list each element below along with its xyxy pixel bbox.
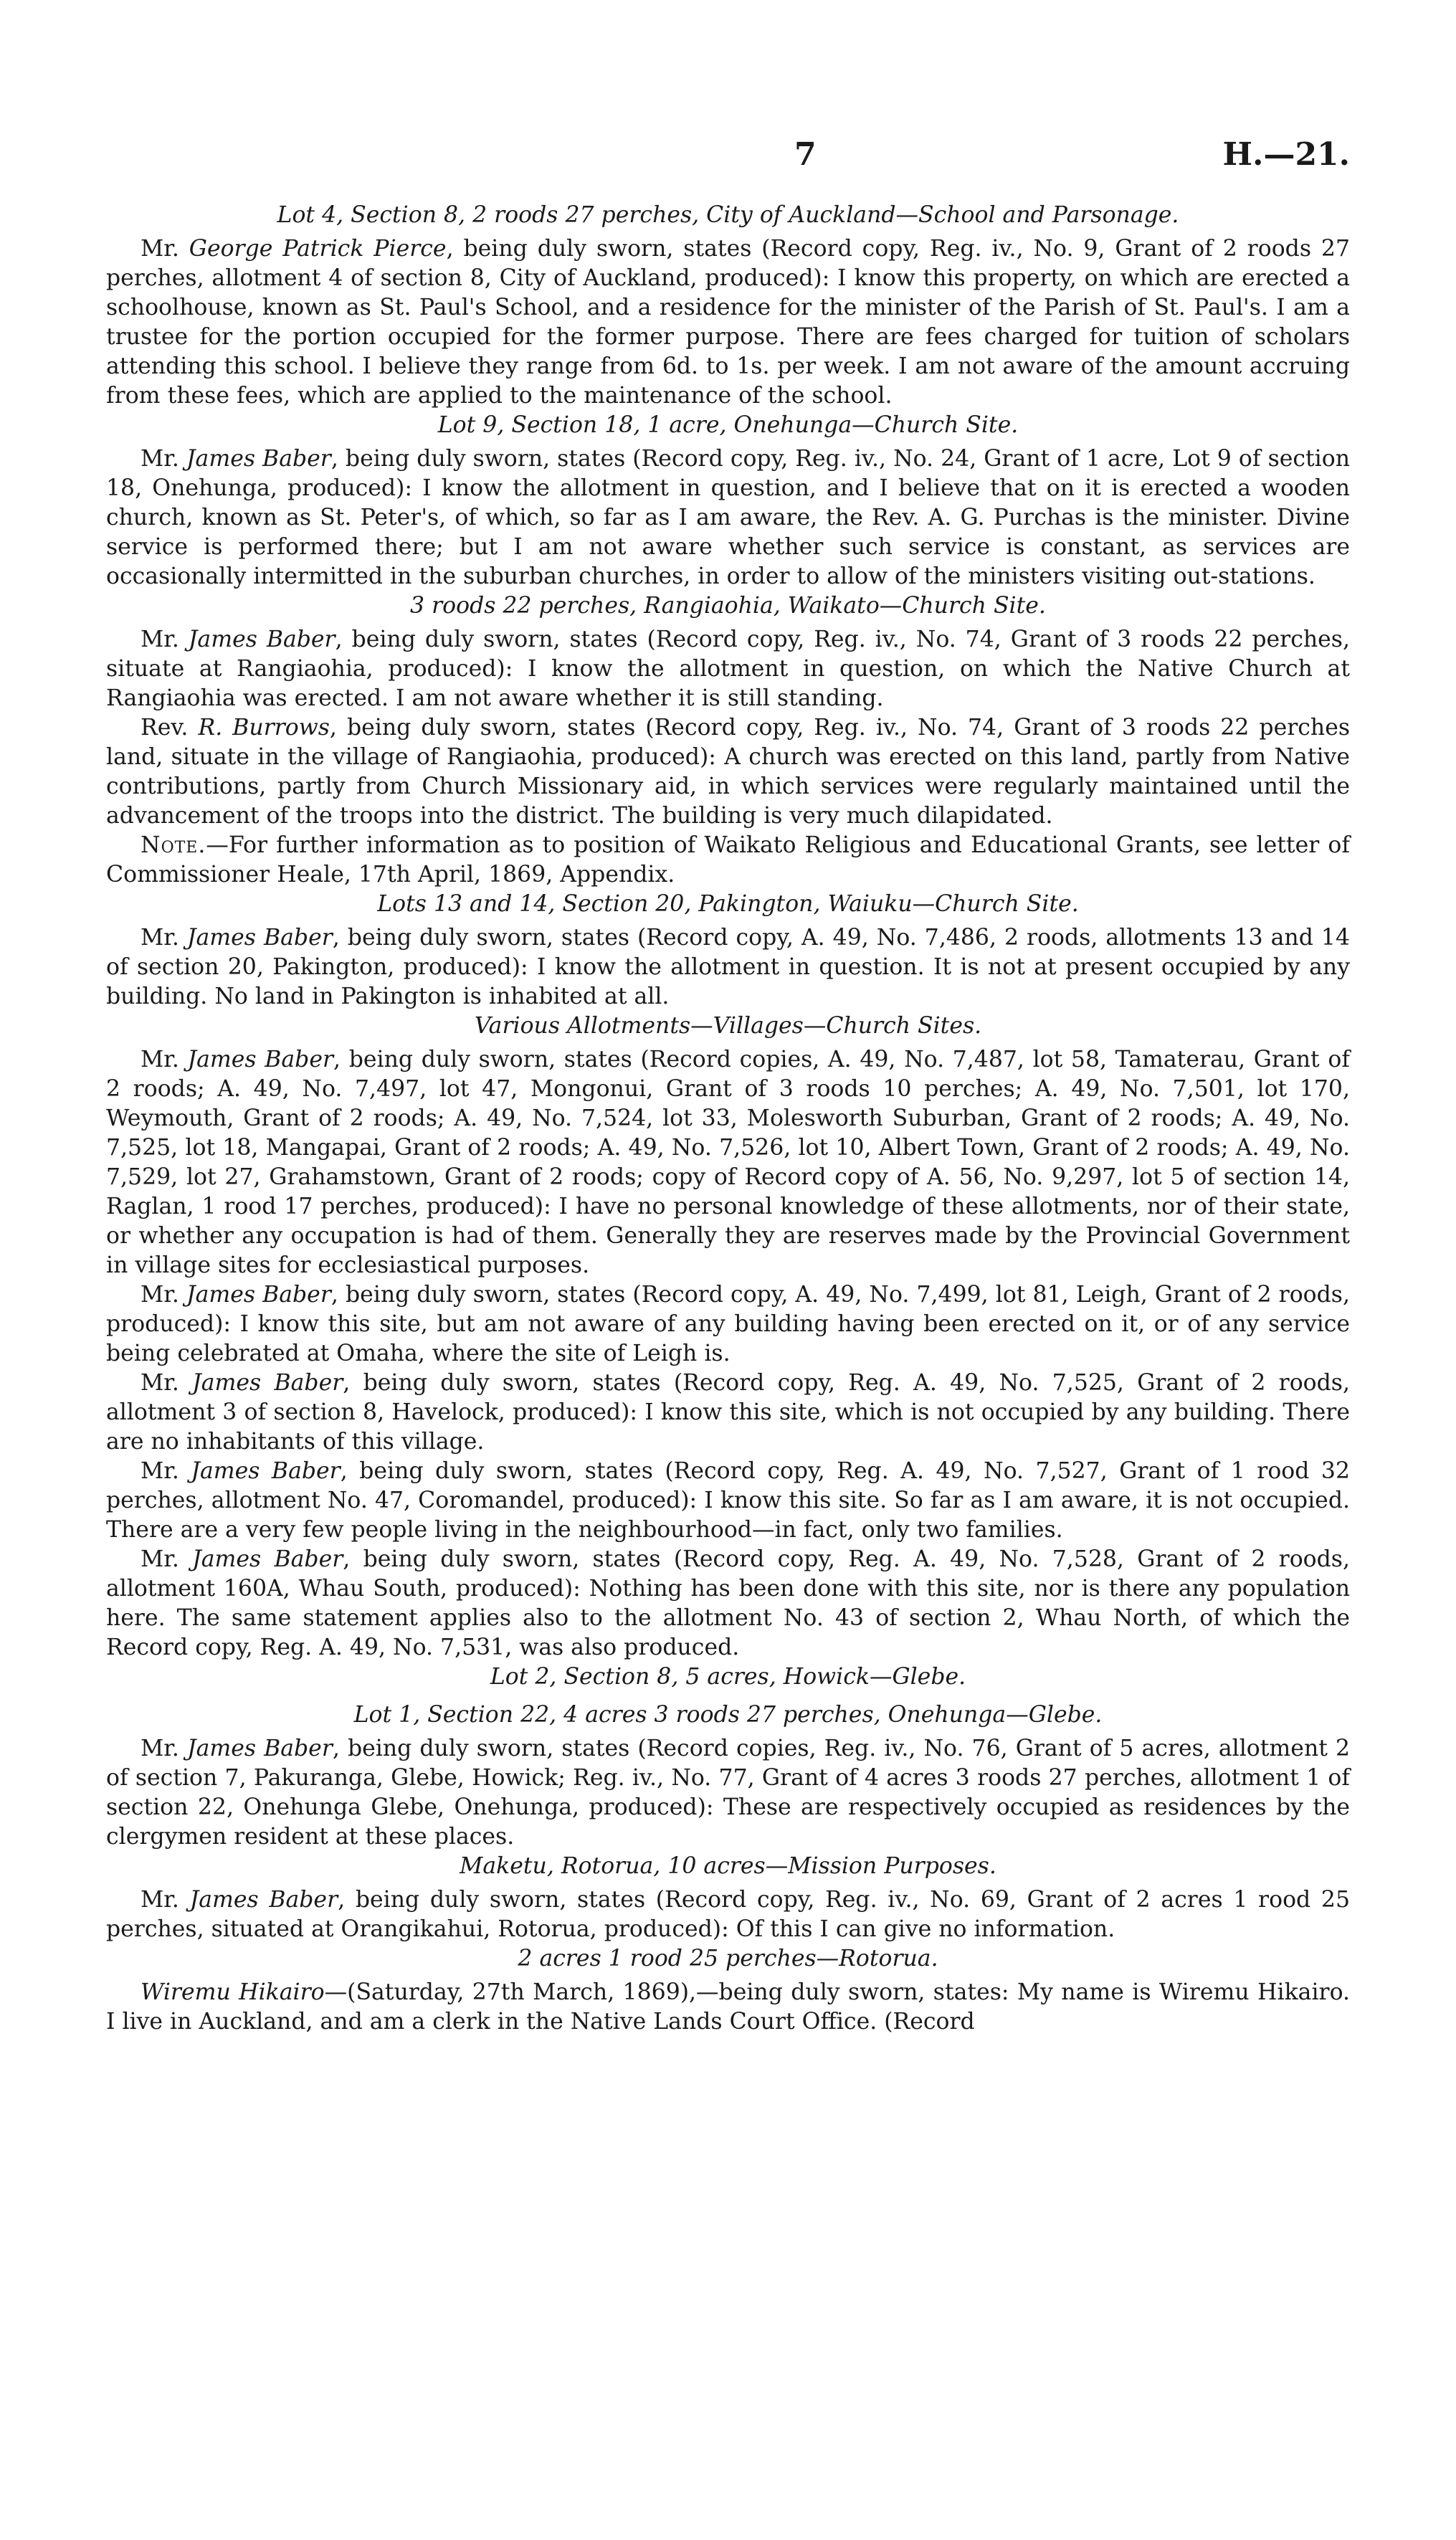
document-body <box>106 201 1350 2037</box>
testimony-paragraph: Mr. James Baber, being duly sworn, states (Record copy, A. 49, No. 7,486, 2 roods, allotments 13 and 14 of section 20, Pakington, produced): I know the allotment in question. It is not at present occupied by any building. No land in Pakington is inhabited at all. <box>106 925 1350 1009</box>
testimony-paragraph: Mr. James Baber, being duly sworn, states (Record copy, Reg. A. 49, No. 7,528, Grant of 2 roods, allotment 160A, Whau South, produced): Nothing has been done with this site, nor is there any population here. The same statement applies also to the allotment No. 43 of section 2, Whau North, of which the Record copy, Reg. A. 49, No. 7,531, was also produced. <box>106 1546 1350 1660</box>
witness-name: Wiremu Hikairo <box>141 1979 325 2005</box>
witness-name: George Patrick Pierce <box>189 236 447 262</box>
witness-name: James Baber <box>192 1546 343 1572</box>
page-header <box>106 136 1350 201</box>
section-heading: Various Allotments—Villages—Church Sites. <box>474 1013 982 1039</box>
document-reference: H.—21. <box>1222 136 1350 173</box>
section-heading: Lot 9, Section 18, 1 acre, Onehunga—Church Site. <box>437 412 1019 438</box>
witness-name: James Baber <box>186 1736 333 1761</box>
witness-name: James Baber <box>187 1047 334 1072</box>
witness-name: James Baber <box>186 446 331 472</box>
testimony-paragraph: Wiremu Hikairo—(Saturday, 27th March, 1869),—being duly sworn, states: My name is Wiremu Hikairo. I live in Auckland, and am a clerk in the Native Lands Court Office. (Record <box>106 1979 1350 2035</box>
note-label: Note. <box>141 832 206 858</box>
testimony-paragraph: Mr. James Baber, being duly sworn, states (Record copy, A. 49, No. 7,499, lot 81, Leigh, Grant of 2 roods, produced): I know this site, but am not aware of any building having been erected on it, or of any service being celebrated at Omaha, where the site of Leigh is. <box>106 1282 1350 1366</box>
witness-name: James Baber <box>191 1458 341 1484</box>
testimony-paragraph: Mr. James Baber, being duly sworn, states (Record copy, Reg. iv., No. 69, Grant of 2 acres 1 rood 25 perches, situated at Orangikahui, Rotorua, produced): Of this I can give no information. <box>106 1887 1350 1942</box>
section-heading: Maketu, Rotorua, 10 acres—Mission Purposes. <box>460 1853 996 1879</box>
section-heading: 2 acres 1 rood 25 perches—Rotorua. <box>518 1946 938 1971</box>
testimony-paragraph: Mr. James Baber, being duly sworn, states (Record copies, A. 49, No. 7,487, lot 58, Tamaterau, Grant of 2 roods; A. 49, No. 7,497, lot 47, Mongonui, Grant of 3 roods 10 perches; A. 49, No. 7,501, lot 170, Weymouth, Grant of 2 roods; A. 49, No. 7,524, lot 33, Molesworth Suburban, Grant of 2 roods; A. 49, No. 7,525, lot 18, Mangapai, Grant of 2 roods; A. 49, No. 7,526, lot 10, Albert Town, Grant of 2 roods; A. 49, No. 7,529, lot 27, Grahamstown, Grant of 2 roods; copy of Record copy of A. 56, No. 9,297, lot 5 of section 14, Raglan, 1 rood 17 perches, produced): I have no personal knowledge of these allotments, nor of their state, or whether any occupation is had of them. Generally they are reserves made by the Provincial Government in village sites for ecclesiastical purposes. <box>106 1047 1350 1278</box>
section-subheading: Lot 1, Section 22, 4 acres 3 roods 27 perches, Onehunga—Glebe. <box>353 1702 1103 1728</box>
testimony-paragraph: Mr. James Baber, being duly sworn, states (Record copies, Reg. iv., No. 76, Grant of 5 acres, allotment 2 of section 7, Pakuranga, Glebe, Howick; Reg. iv., No. 77, Grant of 4 acres 3 roods 27 perches, allotment 1 of section 22, Onehunga Glebe, Onehunga, produced): These are respectively occupied as residences by the clergymen resident at these places. <box>106 1736 1350 1850</box>
testimony-paragraph: Rev. R. Burrows, being duly sworn, states (Record copy, Reg. iv., No. 74, Grant of 3 roods 22 perches land, situate in the village of Rangiaohia, produced): A church was erected on this land, partly from Native contributions, partly from Church Missionary aid, in which services were regularly maintained until the advancement of the troops into the district. The building is very much dilapidated. <box>106 715 1351 829</box>
section-heading: 3 roods 22 perches, Rangiaohia, Waikato—Church Site. <box>410 593 1046 619</box>
witness-name: James Baber <box>186 1282 331 1308</box>
witness-name: R. Burrows <box>198 715 330 741</box>
testimony-paragraph: Mr. George Patrick Pierce, being duly sworn, states (Record copy, Reg. iv., No. 9, Grant of 2 roods 27 perches, allotment 4 of section 8, City of Auckland, produced): I know this property, on which are erected a schoolhouse, known as St. Paul's School, and a residence for the minister of the Parish of St. Paul's. I am a trustee for the portion occupied for the former purpose. There are fees charged for tuition of scholars attending this school. I believe they range from 6d. to 1s. per week. I am not aware of the amount accruing from these fees, which are applied to the maintenance of the school. <box>106 236 1350 409</box>
witness-name: James Baber <box>188 627 336 652</box>
testimony-paragraph: Mr. James Baber, being duly sworn, states (Record copy, Reg. iv., No. 24, Grant of 1 acre, Lot 9 of section 18, Onehunga, produced): I know the allotment in question, and I believe that on it is erected a wooden church, known as St. Peter's, of which, so far as I am aware, the Rev. A. G. Purchas is the minister. Divine service is performed there; but I am not aware whether such service is constant, as services are occasionally intermitted in the suburban churches, in order to allow of the ministers visiting out-stations. <box>106 446 1351 589</box>
testimony-paragraph: Mr. James Baber, being duly sworn, states (Record copy, Reg. A. 49, No. 7,525, Grant of 2 roods, allotment 3 of section 8, Havelock, produced): I know this site, which is not occupied by any building. There are no inhabitants of this village. <box>106 1370 1350 1455</box>
witness-name: James Baber <box>189 1887 338 1913</box>
page-number: 7 <box>794 136 817 173</box>
testimony-paragraph: Mr. James Baber, being duly sworn, states (Record copy, Reg. A. 49, No. 7,527, Grant of 1 rood 32 perches, allotment No. 47, Coromandel, produced): I know this site. So far as I am aware, it is not occupied. There are a very few people living in the neighbourhood—in fact, only two families. <box>106 1458 1350 1543</box>
section-heading: Lot 4, Section 8, 2 roods 27 perches, City of Auckland—School and Parsonage. <box>277 202 1179 228</box>
section-heading: Lots 13 and 14, Section 20, Pakington, Waiuku—Church Site. <box>377 891 1079 917</box>
note-paragraph: Note.—For further information as to position of Waikato Religious and Educational Grants, see letter of Commissioner Heale, 17th April, 1869, Appendix. <box>106 832 1350 888</box>
section-heading: Lot 2, Section 8, 5 acres, Howick—Glebe. <box>490 1664 966 1690</box>
testimony-paragraph: Mr. James Baber, being duly sworn, states (Record copy, Reg. iv., No. 74, Grant of 3 roods 22 perches, situate at Rangiaohia, produced): I know the allotment in question, on which the Native Church at Rangiaohia was erected. I am not aware whether it is still standing. <box>106 627 1350 711</box>
witness-name: James Baber <box>186 925 333 951</box>
witness-name: James Baber <box>192 1370 343 1396</box>
